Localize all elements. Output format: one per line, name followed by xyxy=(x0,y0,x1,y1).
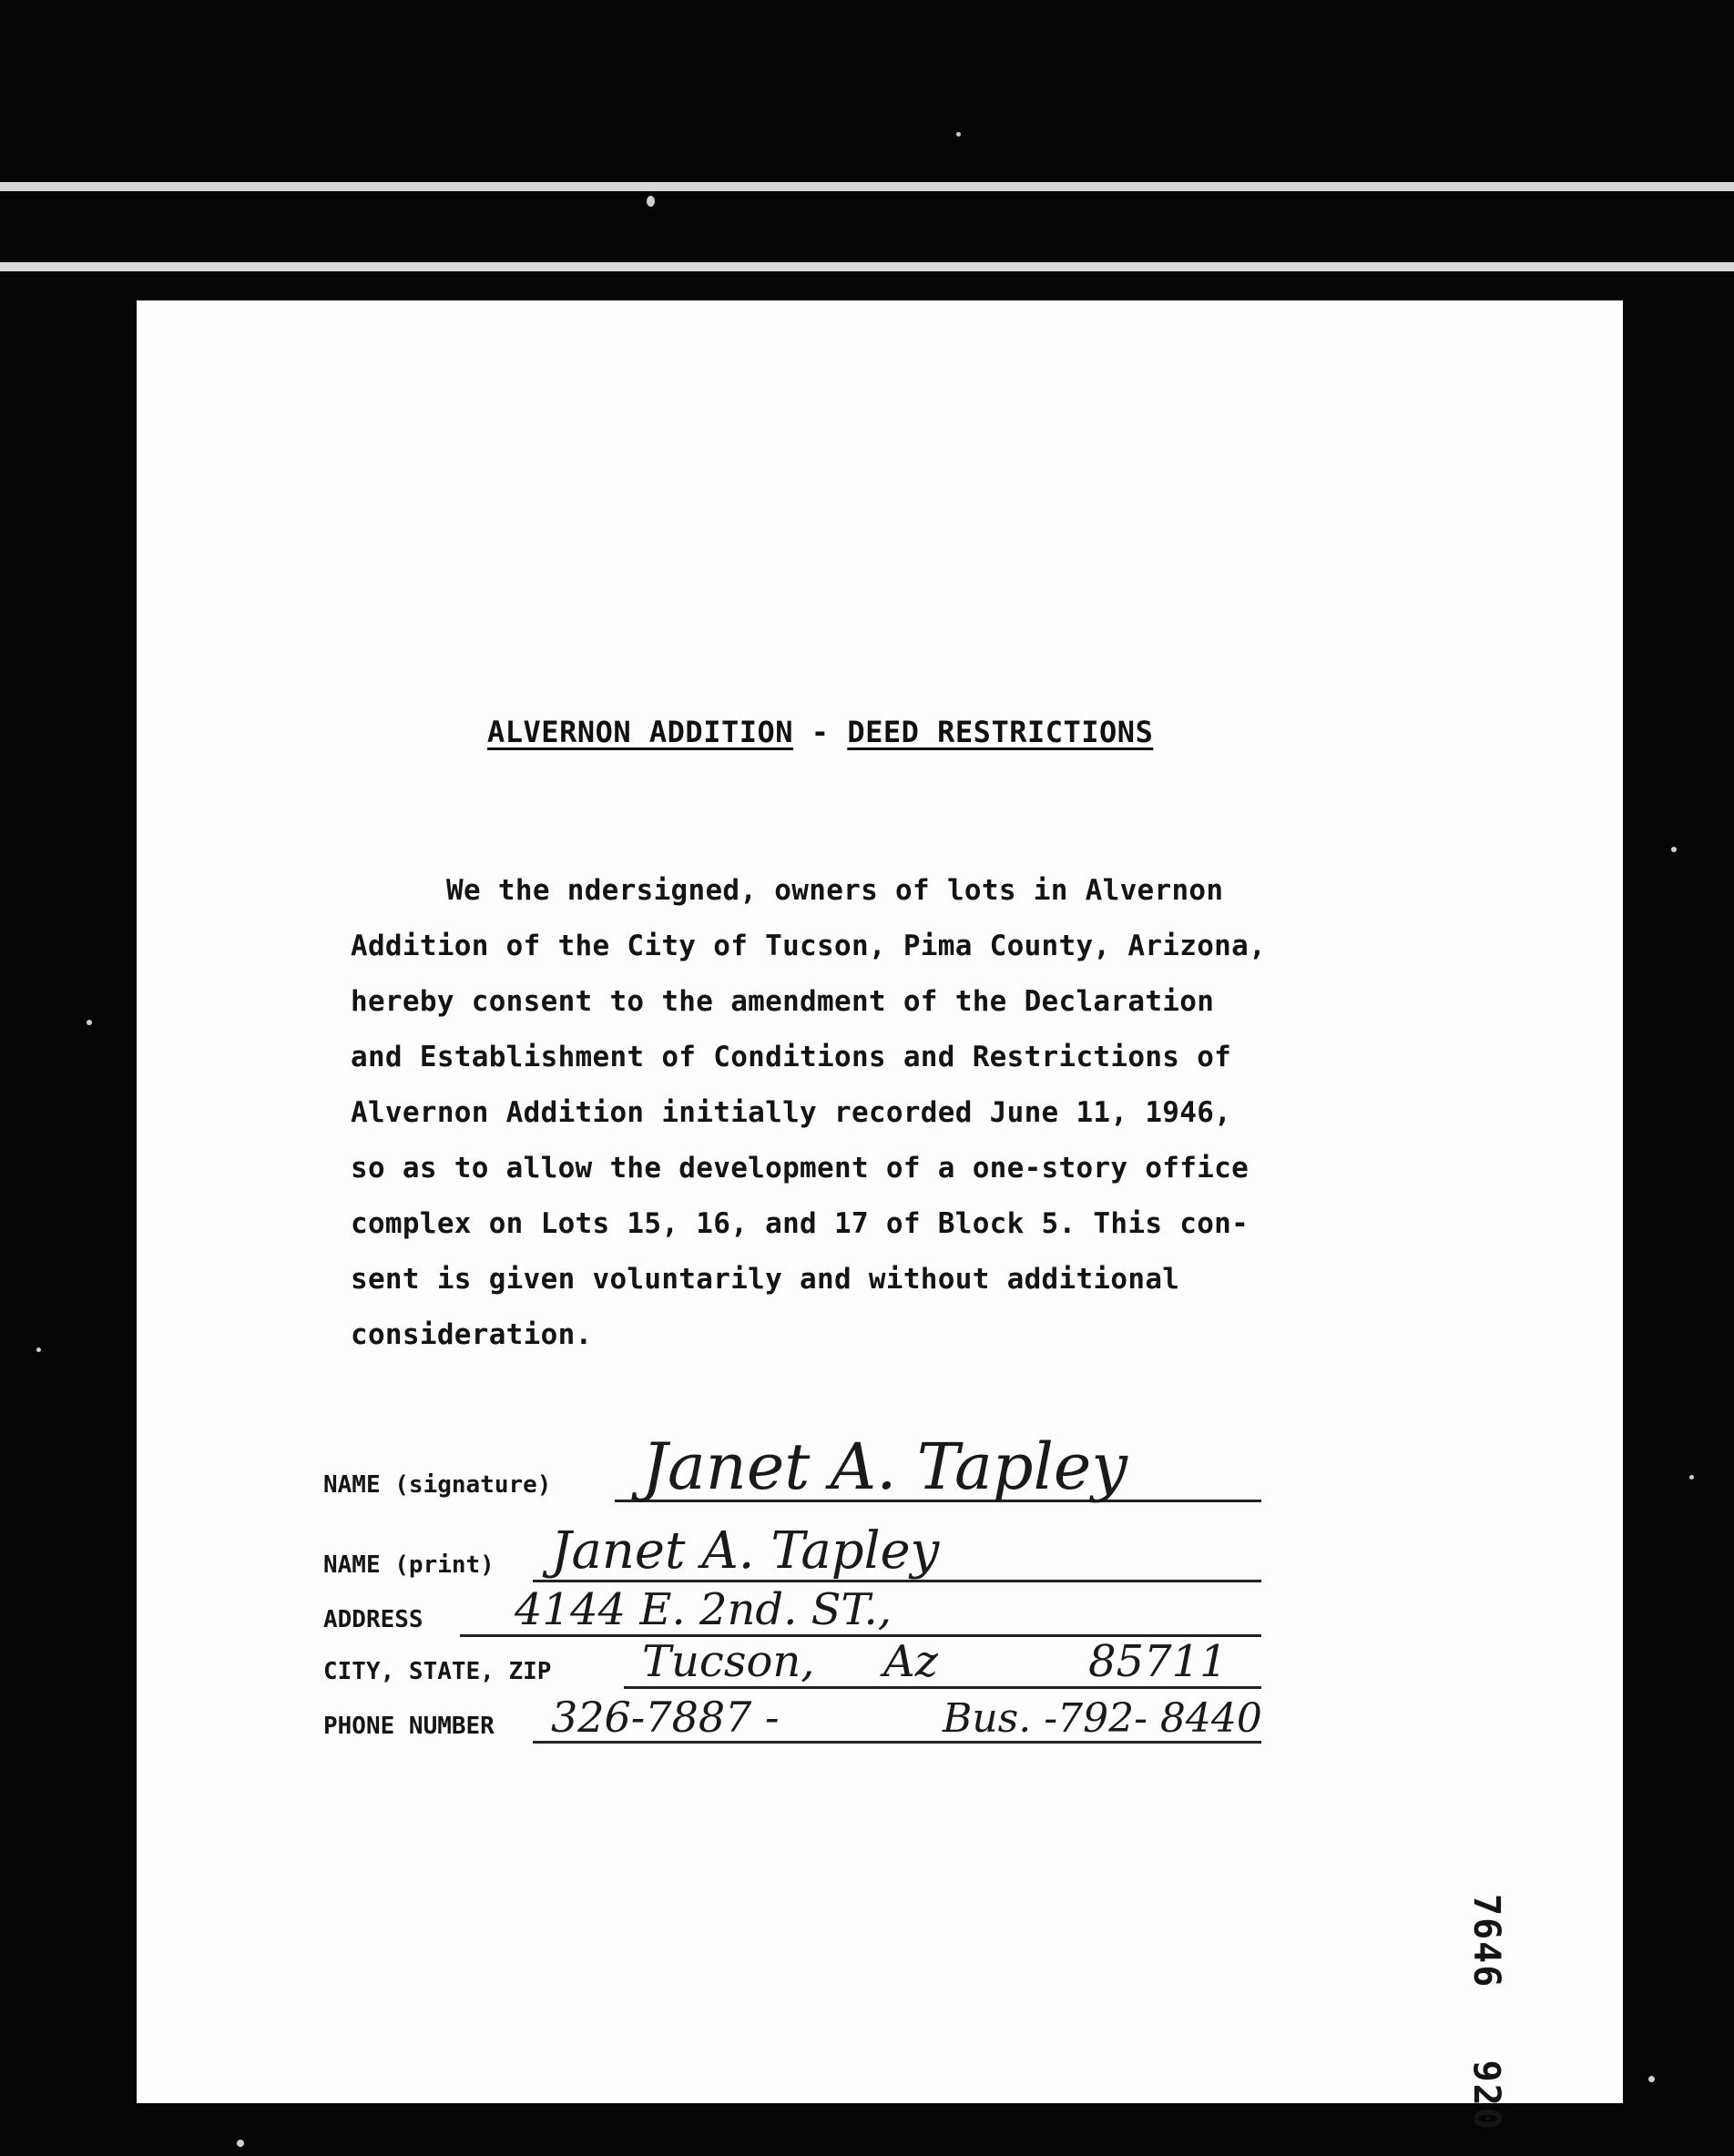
paragraph-line: sent is given voluntarily and without additional xyxy=(351,1263,1180,1296)
handwritten-zip: 85711 xyxy=(1088,1636,1228,1687)
title-part-1: ALVERNON ADDITION xyxy=(487,715,794,749)
city-state-zip-field xyxy=(323,1636,1261,1698)
scan-band-line-top xyxy=(0,182,1734,191)
paragraph-line: Alvernon Addition initially recorded June 11, 1946, xyxy=(351,1096,1232,1129)
consent-paragraph xyxy=(351,874,1443,1374)
scan-speck xyxy=(647,196,655,207)
signature-label: NAME (signature) xyxy=(323,1471,552,1499)
handwritten-state: Az xyxy=(883,1636,938,1687)
city-state-zip-label: CITY, STATE, ZIP xyxy=(323,1658,552,1685)
handwritten-address: 4144 E. 2nd. ST., xyxy=(515,1584,892,1635)
title-part-2: DEED RESTRICTIONS xyxy=(847,715,1154,749)
handwritten-city: Tucson, xyxy=(642,1636,815,1687)
scan-speck xyxy=(1671,847,1677,852)
scan-band-line-bottom xyxy=(0,262,1734,271)
title-separator: - xyxy=(793,715,848,749)
phone-field xyxy=(323,1693,1262,1753)
print-name-field xyxy=(323,1521,1261,1592)
signature-field xyxy=(323,1429,1261,1511)
paragraph-line: and Establishment of Conditions and Restrictions of xyxy=(351,1041,1232,1073)
paragraph-line: consideration. xyxy=(351,1318,593,1351)
handwritten-home-phone: 326-7887 - xyxy=(551,1693,780,1742)
address-label: ADDRESS xyxy=(323,1606,423,1633)
handwritten-signature: Janet A. Tapley xyxy=(642,1429,1127,1504)
scan-speck xyxy=(87,1020,92,1025)
print-name-label: NAME (print) xyxy=(323,1551,495,1579)
scan-speck xyxy=(36,1348,41,1352)
document-page xyxy=(137,300,1623,2131)
scan-speck xyxy=(237,2140,244,2147)
side-document-number: 7646 920 xyxy=(1465,1894,1507,2131)
document-title xyxy=(487,715,1153,749)
scan-speck xyxy=(1648,2076,1655,2082)
paragraph-line: complex on Lots 15, 16, and 17 of Block 5. This con- xyxy=(351,1207,1250,1240)
paragraph-line: so as to allow the development of a one-story office xyxy=(351,1152,1250,1185)
scan-speck xyxy=(1689,1475,1694,1480)
paragraph-line: We the ndersigned, owners of lots in Alvernon xyxy=(446,874,1224,907)
handwritten-print-name: Janet A. Tapley xyxy=(551,1521,940,1581)
paragraph-line: Addition of the City of Tucson, Pima County, Arizona, xyxy=(351,930,1267,962)
scan-speck xyxy=(956,132,961,137)
paragraph-line: hereby consent to the amendment of the Declaration xyxy=(351,985,1215,1018)
phone-label: PHONE NUMBER xyxy=(323,1713,495,1740)
handwritten-business-phone: Bus. -792- 8440 xyxy=(943,1695,1262,1742)
